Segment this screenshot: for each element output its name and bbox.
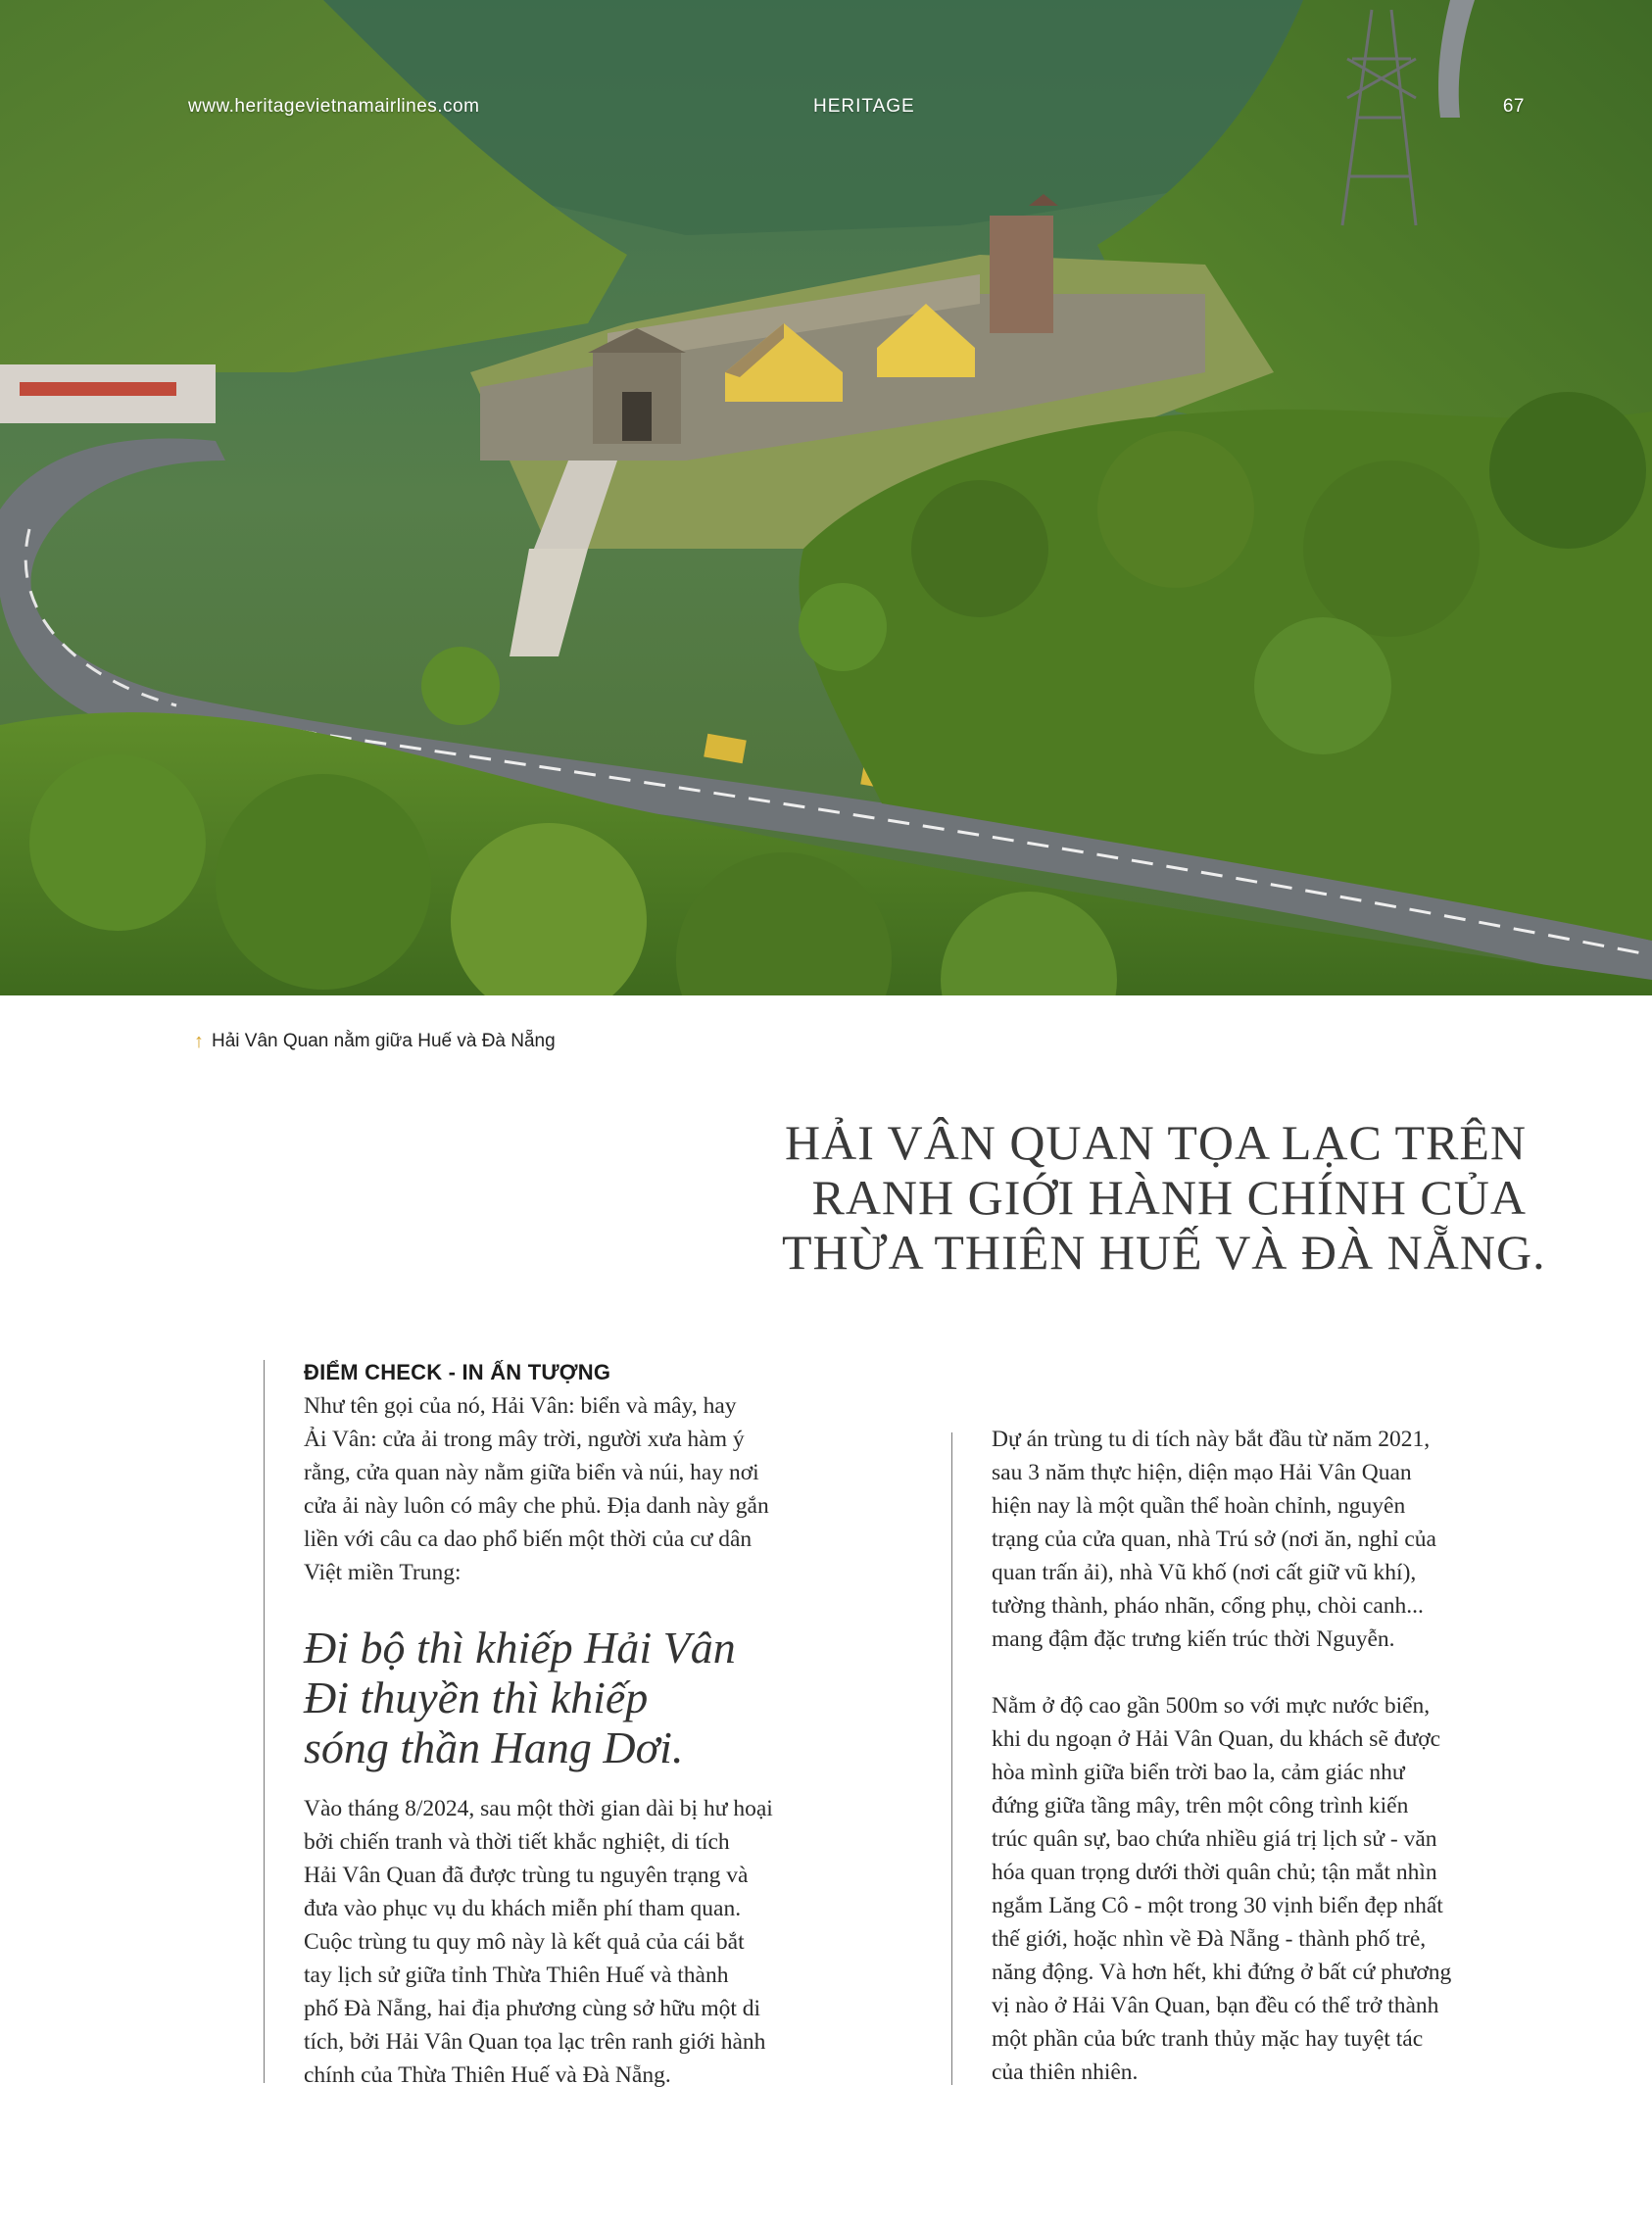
pull-quote-line: HẢI VÂN QUAN TỌA LẠC TRÊN: [785, 1115, 1527, 1170]
text-line: Dự án trùng tu di tích này bắt đầu từ năm 2021,: [992, 1427, 1431, 1452]
pull-quote: [782, 1115, 1546, 1280]
photo-caption: [194, 1031, 556, 1052]
text-line: phố Đà Nẵng, hai địa phương cùng sở hữu một di: [304, 1996, 761, 2021]
text-line: một phần của bức tranh thủy mặc hay tuyệt tác: [992, 2026, 1424, 2052]
text-line: năng động. Và hơn hết, khi đứng ở bất cứ phương: [992, 1960, 1452, 1985]
website-url[interactable]: www.heritagevietnamairlines.com: [188, 96, 480, 117]
text-line: vị nào ở Hải Vân Quan, bạn đều có thể trở thành: [992, 1993, 1439, 2018]
text-line: chính của Thừa Thiên Huế và Đà Nẵng.: [304, 2062, 671, 2088]
section-heading: ĐIỂM CHECK - IN ẤN TƯỢNG: [304, 1360, 611, 1384]
page-number: 67: [1502, 96, 1525, 117]
verse-line: Đi bộ thì khiếp Hải Vân: [304, 1623, 736, 1672]
folk-verse: [304, 1623, 852, 1772]
text-line: Việt miền Trung:: [304, 1560, 462, 1585]
paragraph-spacer: [992, 1656, 1540, 1689]
verse-line: Đi thuyền thì khiếp: [304, 1672, 649, 1722]
right-column: [992, 1423, 1540, 2089]
text-line: liền với câu ca dao phổ biến một thời của cư dân: [304, 1527, 753, 1552]
text-line: rằng, cửa quan này nằm giữa biển và núi, hay nơi: [304, 1460, 759, 1485]
text-line: thế giới, hoặc nhìn về Đà Nẵng - thành phố trẻ,: [992, 1926, 1427, 1952]
text-line: của thiên nhiên.: [992, 2060, 1139, 2085]
text-line: trúc quân sự, bao chứa nhiều giá trị lịch sử - văn: [992, 1826, 1437, 1852]
body-paragraph: [304, 1792, 852, 2092]
verse-line: sóng thần Hang Dơi.: [304, 1722, 684, 1772]
column-rule-right: [951, 1432, 952, 2085]
text-line: Hải Vân Quan đã được trùng tu nguyên trạng và: [304, 1863, 749, 1888]
text-line: hòa mình giữa biển trời bao la, cảm giác như: [992, 1760, 1405, 1785]
text-line: hiện nay là một quần thể hoàn chỉnh, nguyên: [992, 1493, 1406, 1519]
text-line: tường thành, pháo nhãn, cổng phụ, chòi canh...: [992, 1593, 1424, 1619]
text-line: trạng của cửa quan, nhà Trú sở (nơi ăn, nghỉ của: [992, 1527, 1436, 1552]
text-line: cửa ải này luôn có mây che phủ. Địa danh này gắn: [304, 1493, 769, 1519]
text-line: Nằm ở độ cao gần 500m so với mực nước biển,: [992, 1693, 1431, 1719]
text-line: Vào tháng 8/2024, sau một thời gian dài bị hư hoại: [304, 1796, 773, 1821]
text-line: mang đậm đặc trưng kiến trúc thời Nguyễn.: [992, 1626, 1395, 1652]
hai-van-gate-aerial-image: [0, 0, 1652, 995]
column-rule-left: [264, 1360, 265, 2083]
text-line: đưa vào phục vụ du khách miễn phí tham quan.: [304, 1896, 742, 1921]
text-line: sau 3 năm thực hiện, diện mạo Hải Vân Quan: [992, 1460, 1412, 1485]
text-line: quan trấn ải), nhà Vũ khố (nơi cất giữ vũ khí),: [992, 1560, 1417, 1585]
left-column: [304, 1358, 852, 2092]
text-line: đứng giữa tầng mây, trên một công trình kiến: [992, 1793, 1409, 1818]
section-label: HERITAGE: [813, 96, 915, 117]
text-line: Cuộc trùng tu quy mô này là kết quả của cái bắt: [304, 1929, 745, 1955]
arrow-up-icon: ↑: [194, 1031, 204, 1052]
text-line: ngắm Lăng Cô - một trong 30 vịnh biển đẹp nhất: [992, 1893, 1443, 1918]
text-line: khi du ngoạn ở Hải Vân Quan, du khách sẽ được: [992, 1726, 1441, 1752]
body-paragraph: [992, 1423, 1540, 1656]
text-line: bởi chiến tranh và thời tiết khắc nghiệt, di tích: [304, 1829, 730, 1855]
text-line: Như tên gọi của nó, Hải Vân: biển và mây, hay: [304, 1393, 737, 1419]
hero-photo: [0, 0, 1652, 995]
intro-paragraph: [304, 1389, 852, 1589]
text-line: hóa quan trọng dưới thời quân chủ; tận mắt nhìn: [992, 1860, 1437, 1885]
text-line: tích, bởi Hải Vân Quan tọa lạc trên ranh giới hành: [304, 2029, 766, 2055]
text-line: tay lịch sử giữa tỉnh Thừa Thiên Huế và thành: [304, 1963, 729, 1988]
pull-quote-line: THỪA THIÊN HUẾ VÀ ĐÀ NẴNG.: [782, 1225, 1546, 1280]
caption-text: Hải Vân Quan nằm giữa Huế và Đà Nẵng: [212, 1031, 556, 1051]
body-paragraph: [992, 1689, 1540, 2089]
text-line: Ải Vân: cửa ải trong mây trời, người xưa hàm ý: [304, 1427, 745, 1452]
pull-quote-line: RANH GIỚI HÀNH CHÍNH CỦA: [811, 1170, 1527, 1225]
